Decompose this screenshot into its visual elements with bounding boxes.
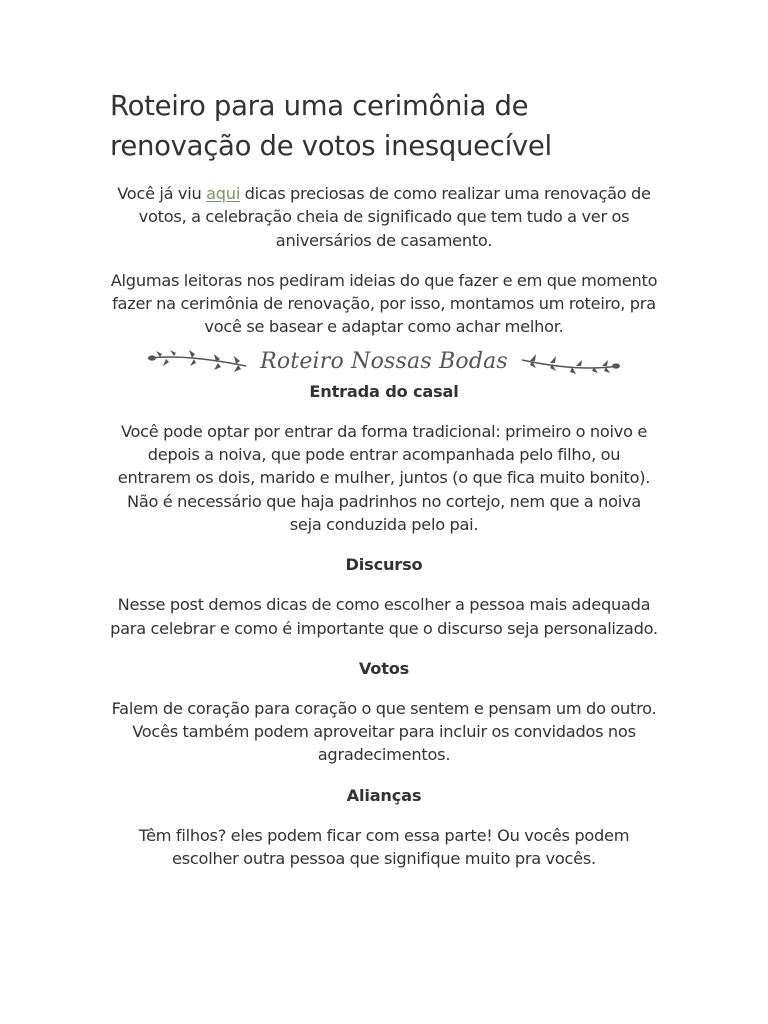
article <box>110 86 658 870</box>
banner-title: Roteiro Nossas Bodas <box>260 349 508 375</box>
intro-text-before: Você já viu <box>117 184 207 203</box>
section-body-aliancas: Têm filhos? eles podem ficar com essa parte! Ou vocês podem escolher outra pessoa que signifique muito pra vocês. <box>138 825 630 869</box>
roteiro-banner <box>110 343 658 381</box>
intro-paragraph <box>110 182 658 252</box>
section-body-entrada: Você pode optar por entrar da forma tradicional: primeiro o noivo e depois a noiva, que pode entrar acompanhada pelo filho, ou entrarem os dois, marido e mulher, juntos (o que fica muito bonito). Não é necessário que haja padrinhos no cortejo, nem que a noiva seja conduzida pelo pai. <box>117 421 651 534</box>
section-heading-entrada: Entrada do casal <box>309 381 459 401</box>
intro-text-after: dicas preciosas de como realizar uma renovação de votos, a celebração cheia de significado que tem tudo a ver os aniversários de casamento. <box>138 184 651 250</box>
paragraph-2: Algumas leitoras nos pediram ideias do que fazer e em que momento fazer na cerimônia de renovação, por isso, montamos um roteiro, pra você se basear e adaptar como achar melhor. <box>110 270 658 337</box>
vine-branch-icon <box>146 348 250 376</box>
vine-branch-icon <box>518 348 622 376</box>
section-heading-votos: Votos <box>358 658 410 678</box>
section-body-discurso: Nesse post demos dicas de como escolher a pessoa mais adequada para celebrar e como é importante que o discurso seja personalizado. <box>110 595 658 638</box>
page-title: Roteiro para uma cerimônia de renovação de votos inesquecível <box>110 90 552 162</box>
section-heading-discurso: Discurso <box>345 555 423 575</box>
section-heading-aliancas: Alianças <box>346 785 422 805</box>
section-body-votos: Falem de coração para coração o que sentem e pensam um do outro. Vocês também podem aproveitar para incluir os convidados nos agradecimentos. <box>111 698 657 765</box>
aqui-link[interactable]: aqui <box>206 184 241 203</box>
